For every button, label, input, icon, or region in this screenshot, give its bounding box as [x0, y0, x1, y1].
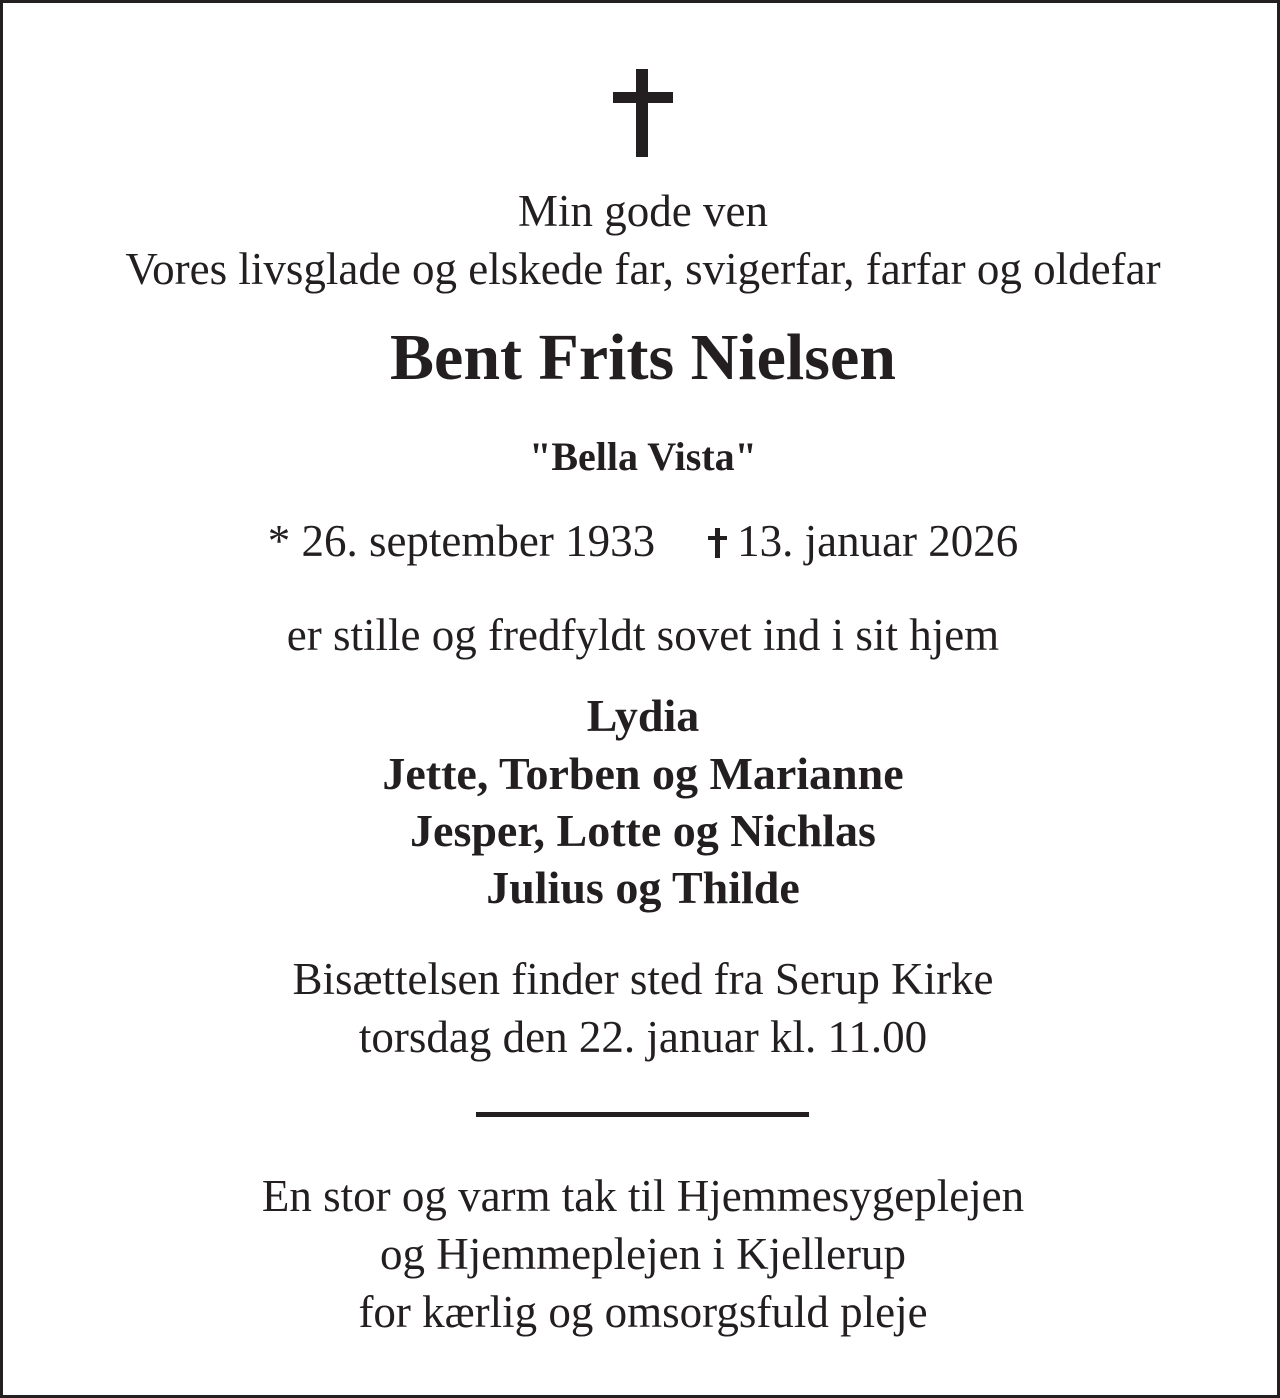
thanks-line: En stor og varm tak til Hjemmesygeplejen [261, 1171, 1025, 1221]
nickname: "Bella Vista" [529, 434, 757, 479]
funeral-line-1: Bisættelsen finder sted fra Serup Kirke [292, 954, 994, 1004]
thanks-line: og Hjemmeplejen i Kjellerup [379, 1229, 907, 1279]
deceased-name: Bent Frits Nielsen [390, 321, 896, 394]
intro-line-2: Vores livsglade og elskede far, svigerfar, farfar og oldefar [125, 244, 1161, 294]
thanks-line: for kærlig og omsorgsfuld pleje [358, 1287, 928, 1337]
family-line: Jesper, Lotte og Nichlas [410, 805, 876, 856]
family-line: Jette, Torben og Marianne [382, 748, 904, 799]
death-date: 13. januar 2026 [737, 516, 1019, 566]
divider-rule [476, 1112, 809, 1117]
funeral-line-2: torsdag den 22. januar kl. 11.00 [358, 1012, 928, 1062]
life-dates [3, 516, 1280, 566]
passing-line: er stille og fredfyldt sovet ind i sit hjem [286, 610, 1000, 660]
family-line: Julius og Thilde [486, 862, 800, 913]
family-line: Lydia [586, 690, 700, 741]
latin-cross-icon [613, 69, 673, 157]
dagger-cross-icon [707, 528, 727, 558]
intro-line-1: Min gode ven [518, 186, 768, 236]
birth-date: * 26. september 1933 [267, 516, 656, 566]
